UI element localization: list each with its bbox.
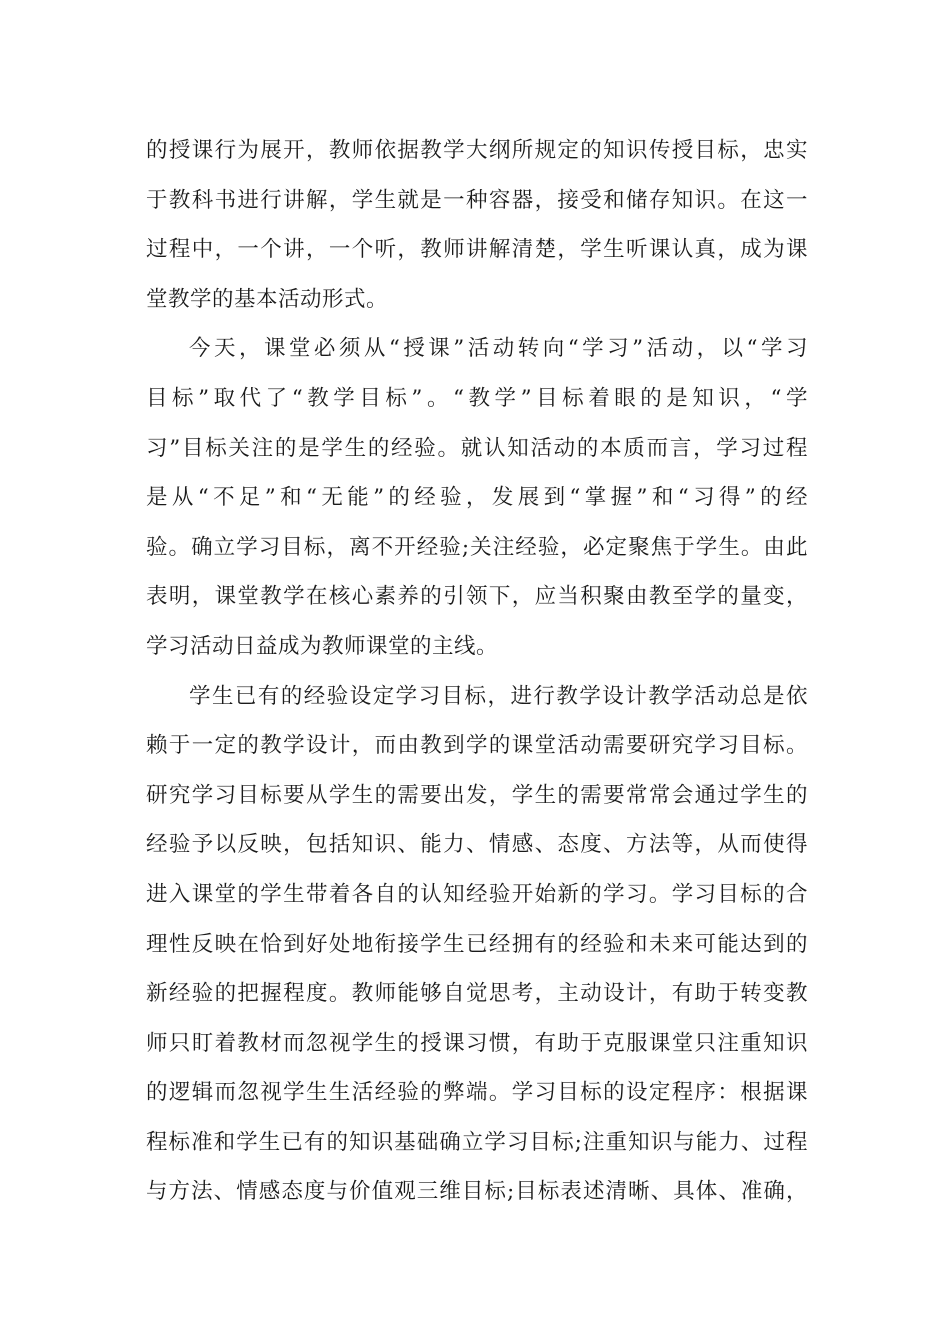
paragraph-1-line-4: 堂教学的基本活动形式。 bbox=[146, 286, 389, 312]
paragraph-1-line-1: 的授课行为展开，教师依据教学大纲所规定的知识传授目标，忠实 bbox=[146, 138, 808, 163]
paragraph-3-line-3: 研究学习目标要从学生的需要出发，学生的需要常常会通过学生的 bbox=[146, 782, 808, 808]
paragraph-2-line-4: 是从“不足”和“无能”的经验，发展到“掌握”和“习得”的经 bbox=[146, 485, 808, 511]
paragraph-2-line-5: 验。确立学习目标，离不开经验;关注经验，必定聚焦于学生。由此 bbox=[146, 534, 808, 560]
paragraph-3-line-4: 经验予以反映，包括知识、能力、情感、态度、方法等，从而使得 bbox=[146, 832, 808, 858]
paragraph-1-line-3: 过程中，一个讲，一个听，教师讲解清楚，学生听课认真，成为课 bbox=[146, 237, 808, 263]
paragraph-3-line-8: 师只盯着教材而忽视学生的授课习惯，有助于克服课堂只注重知识 bbox=[146, 1030, 808, 1056]
paragraph-3-line-6: 理性反映在恰到好处地衔接学生已经拥有的经验和未来可能达到的 bbox=[146, 931, 808, 957]
paragraph-2-line-2: 目标”取代了“教学目标”。“教学”目标着眼的是知识，“学 bbox=[146, 385, 808, 411]
paragraph-1-line-2: 于教科书进行讲解，学生就是一种容器，接受和储存知识。在这一 bbox=[146, 187, 808, 213]
paragraph-3-line-9: 的逻辑而忽视学生生活经验的弊端。学习目标的设定程序：根据课 bbox=[146, 1080, 808, 1106]
paragraph-3-line-10: 程标准和学生已有的知识基础确立学习目标;注重知识与能力、过程 bbox=[146, 1129, 808, 1155]
paragraph-3-line-7: 新经验的把握程度。教师能够自觉思考，主动设计，有助于转变教 bbox=[146, 981, 808, 1007]
paragraph-3-line-5: 进入课堂的学生带着各自的认知经验开始新的学习。学习目标的合 bbox=[146, 881, 808, 907]
paragraph-3-line-2: 赖于一定的教学设计，而由教到学的课堂活动需要研究学习目标。 bbox=[146, 733, 808, 759]
paragraph-3-line-11: 与方法、情感态度与价值观三维目标;目标表述清晰、具体、准确， bbox=[146, 1179, 808, 1205]
paragraph-2-line-6: 表明，课堂教学在核心素养的引领下，应当积聚由教至学的量变， bbox=[146, 584, 808, 610]
paragraph-2-line-1: 今天，课堂必须从“授课”活动转向“学习”活动，以“学习 bbox=[189, 336, 808, 362]
paragraph-2-line-7: 学习活动日益成为教师课堂的主线。 bbox=[146, 633, 499, 659]
document-body bbox=[146, 126, 808, 1217]
paragraph-2-line-3: 习”目标关注的是学生的经验。就认知活动的本质而言，学习过程 bbox=[146, 435, 808, 461]
paragraph-3-line-1: 学生已有的经验设定学习目标，进行教学设计教学活动总是依 bbox=[189, 683, 808, 709]
